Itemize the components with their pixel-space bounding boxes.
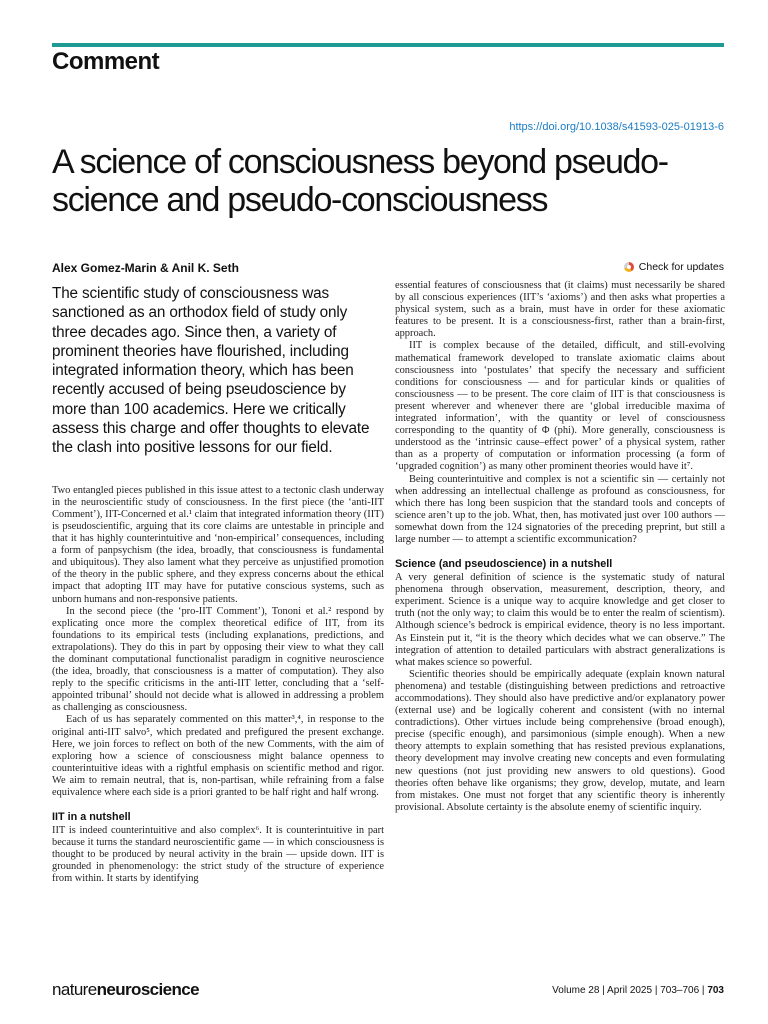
body-paragraph: IIT is indeed counterintuitive and also complex⁶. It is counterintuitive in part because it turns the standard neuroscientific game — in which consciousness is thought to be produced by neural activity in the brain — upside down. IIT is grounded in phenomenology: the strict study of the structure of experience from within. It starts by identifying [52,825,384,885]
section-accent-bar [52,43,724,47]
author-line: Alex Gomez-Marin & Anil K. Seth [52,261,239,275]
check-for-updates-label: Check for updates [638,261,724,273]
body-paragraph: In the second piece (the ‘pro-IIT Comment’), Tononi et al.² respond by explicating once more the complex theoretical edifice of IIT, from its foundations to its empirical tests (including explanations, predictions, and extrapolations). They do this in part by opposing their view to what they call the dominant computational functionalist paradigm in cognitive neuroscience (the idea, broadly, that consciousness is a matter of computation). They also reply to the specific criticisms in the anti-IIT letter, concluding that a ‘self-appointed tribunal’ should not decide what is allowed in addressing a problem as challenging as consciousness. [52,605,384,714]
body-paragraph: Two entangled pieces published in this issue attest to a tectonic clash underway in the neuroscientific study of consciousness. In the first piece (the ‘anti-IIT Comment’), IIT-Concerned et al.¹ claim that integrated information theory (IIT) is pseudoscientific, arguing that its core claims are untestable in principle and that it has highly counterintuitive and ‘non-empirical’ consequences, including a form of panpsychism (the idea, broadly, that consciousness is fundamental and ubiquitous). They also lament what they perceive as unjustified promotion of the theory in the public sphere, and they express concerns about the ethical impact that adopting IIT may have for putative conscious systems, such as unborn humans and non-responsive patients. [52,484,384,605]
volume-info: Volume 28 | April 2025 | 703–706 | [552,985,708,996]
body-paragraph: Each of us has separately commented on this matter³,⁴, in response to the original anti-IIT salvo⁵, which predated and prefigured the present exchange. Here, we join forces to reflect on both of the new Comments, with the aim of exploring how a science of consciousness might balance openness to counterintuitive ideas with a rightful emphasis on scientific method and rigor. We aim to remain neutral, that is, non-partisan, while refraining from a false equivalence where each side is a priori granted to be half right and half wrong. [52,714,384,799]
section-heading: IIT in a nutshell [52,811,131,824]
body-paragraph: A very general definition of science is the systematic study of natural phenomena through observation, measurement, description, theory, and experiment. Science is a unique way to acquire knowledge and get closer to truth (not the only way; to claim this would be to enter the realm of scientism). Although science’s bedrock is empirical evidence, theory is no less important. As Einstein put it, “it is the theory which decides what we can observe.” The integration of attention to detailed particulars with abstract generalizations is what makes science so powerful. [395,572,725,668]
left-column [52,280,384,886]
standfirst: The scientific study of consciousness was sanctioned as an orthodox field of study only three decades ago. Since then, a variety of prominent theories have flourished, including integrated information theory, which has been recently accused of being pseudoscience by more than 100 academics. Here we critically assess this charge and offer thoughts to elevate the clash into positive lessons for our field. [52,285,370,457]
body-paragraph: essential features of consciousness that (it claims) must necessarily be shared by all conscious experiences (IIT’s ‘axioms’) and then asks what properties a physical system, such as a brain, must have in order for these axiomatic features to be present. It is a consciousness-first, rather than a brain-first, approach. [395,280,725,340]
article-title: A science of consciousness beyond pseudo-science and pseudo-consciousness [52,143,668,219]
body-paragraph: Scientific theories should be empirically adequate (explain known natural phenomena) and testable (distinguishing between predictions and retroactive accommodations). They should also have predictive and/or explanatory power (external use) and be logically coherent and consistent (with no internal contradictions). Other virtues include being comprehensive (broad enough), precise (specific enough), and parsimonious (simple enough). When a new theory attempts to explain something that has resisted previous explanations, theory development may involve creating new concepts and even formulating new questions (not just providing new answers to old questions). Good theories often behave like organisms; they grow, develop, mutate, and learn from mistakes. One must not forget that any scientific theory is inherently provisional. Absolute certainty is the absolute enemy of scientific inquiry. [395,668,725,813]
check-for-updates-button[interactable] [624,261,724,273]
journal-name-part2: neuroscience [96,980,200,999]
body-paragraph: Being counterintuitive and complex is not a scientific sin — certainly not when addressing an intellectual challenge as profound as consciousness, for which there has long been suspicion that the standard tools and concepts of science aren’t up to the job. What, then, has motivated just over 100 authors — somewhat down from the 124 signatories of the preceding preprint, but still a large number — to attempt a scientific excommunication? [395,473,725,545]
doi-link[interactable]: https://doi.org/10.1038/s41593-025-01913-6 [509,121,724,133]
journal-name-part1: nature [52,980,97,999]
update-badge-icon [624,261,636,273]
right-column [395,280,725,814]
body-paragraph: IIT is complex because of the detailed, difficult, and still-evolving mathematical framework developed to translate axiomatic claims about consciousness into ‘postulates’ that specify the necessary and sufficient conditions for consciousness — and for particular kinds or qualities of consciousness — to be present. The core claim of IIT is that consciousness is present wherever and whenever there are ‘global irreducible maxima of integrated information’, with the quantity or level of consciousness corresponding to the quantity of Φ (phi). More generally, consciousness is understood as the ‘intrinsic cause–effect power’ of a physical system, rather than as a property of computation or information processing (a form of ‘upgraded cognition’) as many other prominent theories would have it⁷. [395,340,725,473]
section-heading: Science (and pseudoscience) in a nutshell [395,558,613,571]
issue-info [552,985,724,996]
journal-logo [52,980,199,1000]
page-number: 703 [707,985,724,996]
section-label: Comment [52,48,160,75]
